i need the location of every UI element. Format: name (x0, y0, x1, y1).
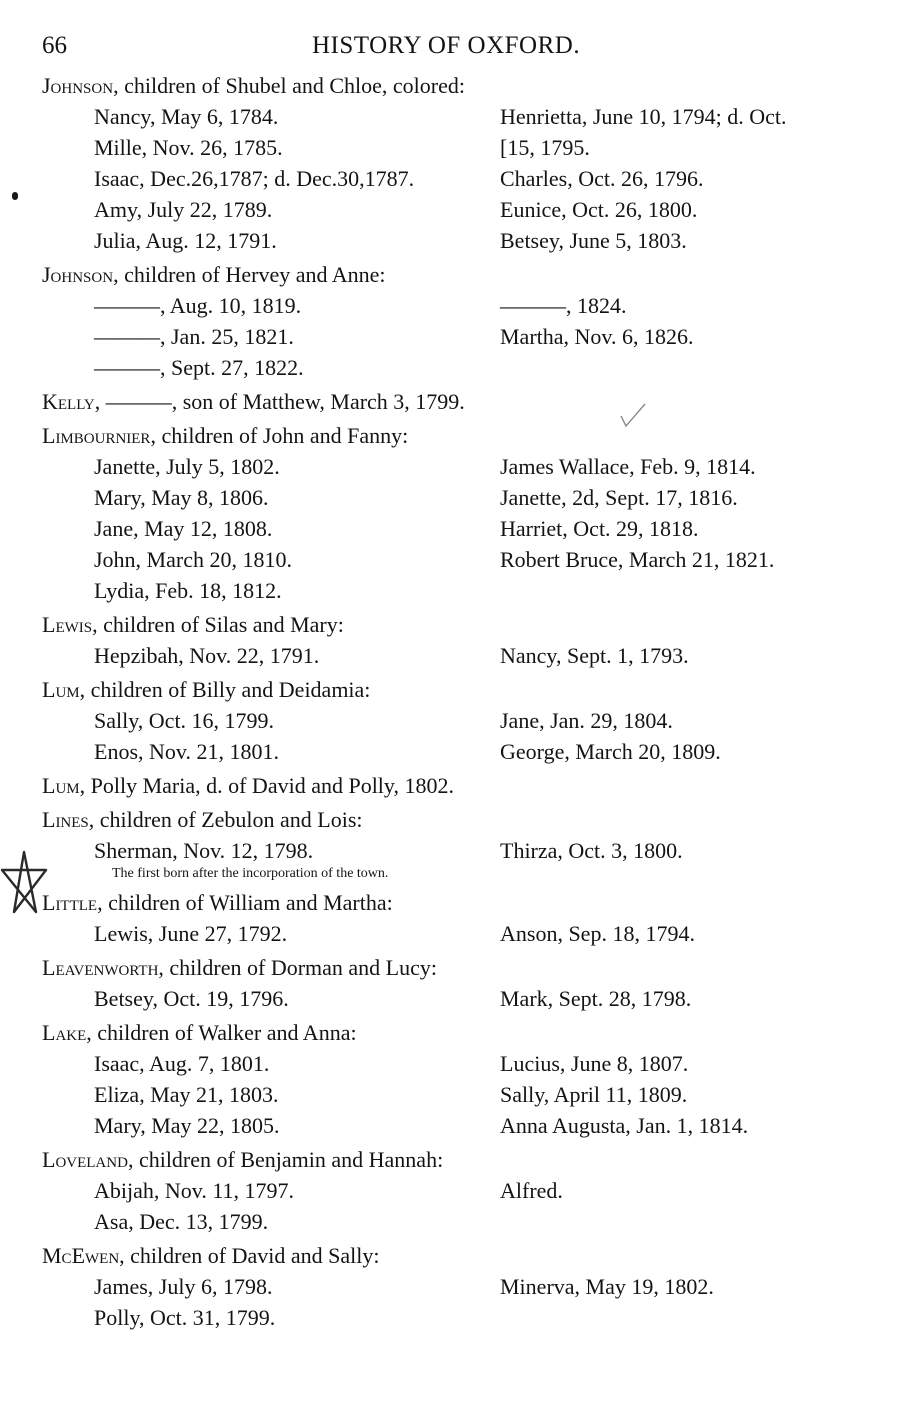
birth-record-row (42, 1110, 882, 1141)
running-title: HISTORY OF OXFORD. (312, 32, 581, 59)
family-heading (42, 420, 882, 451)
birth-record-right: James Wallace, Feb. 9, 1814. (500, 454, 756, 479)
birth-record-row (42, 1048, 882, 1079)
birth-record-left: Mille, Nov. 26, 1785. (94, 135, 283, 160)
birth-record-right: Nancy, Sept. 1, 1793. (500, 643, 689, 668)
birth-record-row (42, 1206, 882, 1237)
family-entry (42, 609, 882, 671)
family-heading (42, 386, 882, 417)
family-surname: Johnson (42, 262, 114, 287)
birth-record-left: Sally, Oct. 16, 1799. (94, 708, 275, 733)
birth-record-left: Nancy, May 6, 1784. (94, 104, 279, 129)
birth-record-right: [15, 1795. (500, 135, 590, 160)
birth-record-left: Polly, Oct. 31, 1799. (94, 1305, 276, 1330)
family-heading (42, 1017, 882, 1048)
family-entry (42, 804, 882, 883)
birth-record-left: Mary, May 22, 1805. (94, 1113, 280, 1138)
family-surname: Lum (42, 773, 80, 798)
family-description: , children of William and Martha: (97, 890, 393, 915)
birth-record-row (42, 575, 882, 606)
family-description: , children of David and Sally: (119, 1243, 380, 1268)
birth-record-left: James, July 6, 1798. (94, 1274, 273, 1299)
family-description: , Polly Maria, d. of David and Polly, 1802. (79, 773, 454, 798)
birth-record-right: George, March 20, 1809. (500, 739, 721, 764)
family-entry (42, 70, 882, 256)
family-description: , children of Billy and Deidamia: (79, 677, 371, 702)
family-entry (42, 1144, 882, 1237)
family-description: , children of Zebulon and Lois: (88, 807, 363, 832)
birth-record-row (42, 835, 882, 866)
family-entry (42, 259, 882, 383)
birth-record-row (42, 321, 882, 352)
birth-record-left: ———, Sept. 27, 1822. (94, 355, 304, 380)
birth-record-left: Enos, Nov. 21, 1801. (94, 739, 279, 764)
family-entry (42, 386, 882, 417)
birth-record-left: Hepzibah, Nov. 22, 1791. (94, 643, 320, 668)
birth-record-right: Betsey, June 5, 1803. (500, 228, 687, 253)
family-heading (42, 259, 882, 290)
family-surname: Lum (42, 677, 80, 702)
family-entries (42, 70, 882, 1333)
family-entry (42, 887, 882, 949)
family-entry (42, 1240, 882, 1333)
birth-record-right: Minerva, May 19, 1802. (500, 1274, 714, 1299)
birth-record-left: Amy, July 22, 1789. (94, 197, 273, 222)
birth-record-row (42, 513, 882, 544)
family-description: , children of Shubel and Chloe, colored: (113, 73, 465, 98)
family-heading (42, 887, 882, 918)
family-heading (42, 952, 882, 983)
birth-record-row (42, 544, 882, 575)
birth-record-left: Eliza, May 21, 1803. (94, 1082, 279, 1107)
family-heading (42, 609, 882, 640)
family-surname: Kelly (42, 389, 95, 414)
hand-drawn-star-mark (0, 848, 48, 918)
birth-record-right: Jane, Jan. 29, 1804. (500, 708, 673, 733)
birth-record-left: John, March 20, 1810. (94, 547, 292, 572)
birth-record-right: Anson, Sep. 18, 1794. (500, 921, 695, 946)
birth-record-right: Henrietta, June 10, 1794; d. Oct. (500, 104, 787, 129)
birth-record-right: Mark, Sept. 28, 1798. (500, 986, 692, 1011)
pencil-check-mark (618, 400, 648, 430)
birth-record-right: Alfred. (500, 1178, 563, 1203)
birth-record-right: Eunice, Oct. 26, 1800. (500, 197, 698, 222)
birth-record-row (42, 736, 882, 767)
birth-record-row (42, 983, 882, 1014)
birth-record-right: ———, 1824. (500, 293, 627, 318)
birth-record-left: Betsey, Oct. 19, 1796. (94, 986, 289, 1011)
birth-record-row (42, 451, 882, 482)
family-entry (42, 952, 882, 1014)
birth-record-right: Charles, Oct. 26, 1796. (500, 166, 704, 191)
family-heading (42, 70, 882, 101)
birth-record-row (42, 194, 882, 225)
birth-record-left: Mary, May 8, 1806. (94, 485, 269, 510)
family-entry (42, 420, 882, 606)
family-description: , children of Dorman and Lucy: (158, 955, 437, 980)
family-description: , children of Silas and Mary: (92, 612, 344, 637)
birth-record-row (42, 1271, 882, 1302)
birth-record-left: Isaac, Aug. 7, 1801. (94, 1051, 270, 1076)
family-surname: Johnson (42, 73, 114, 98)
family-surname: Lewis (42, 612, 93, 637)
birth-record-left: Lydia, Feb. 18, 1812. (94, 578, 282, 603)
birth-record-row (42, 705, 882, 736)
page-number: 66 (42, 32, 67, 59)
birth-record-row (42, 352, 882, 383)
family-surname: Limbournier (42, 423, 151, 448)
birth-record-left: Jane, May 12, 1808. (94, 516, 273, 541)
family-surname: Little (42, 890, 98, 915)
family-entry (42, 1017, 882, 1141)
birth-record-row (42, 163, 882, 194)
birth-record-right: Martha, Nov. 6, 1826. (500, 324, 694, 349)
birth-record-row (42, 1175, 882, 1206)
birth-record-row (42, 225, 882, 256)
family-entry (42, 770, 882, 801)
family-heading (42, 1144, 882, 1175)
birth-record-right: Robert Bruce, March 21, 1821. (500, 547, 775, 572)
birth-record-left: Isaac, Dec.26,1787; d. Dec.30,1787. (94, 166, 415, 191)
birth-record-right: Thirza, Oct. 3, 1800. (500, 838, 683, 863)
birth-record-left: Julia, Aug. 12, 1791. (94, 228, 277, 253)
family-surname: Leavenworth (42, 955, 159, 980)
family-heading (42, 804, 882, 835)
birth-record-left: ———, Jan. 25, 1821. (94, 324, 294, 349)
family-heading (42, 1240, 882, 1271)
ink-dot-mark (12, 192, 18, 200)
birth-record-left: Asa, Dec. 13, 1799. (94, 1209, 269, 1234)
birth-record-row (42, 918, 882, 949)
birth-record-row (42, 132, 882, 163)
family-description: , children of John and Fanny: (150, 423, 409, 448)
birth-record-right: Anna Augusta, Jan. 1, 1814. (500, 1113, 749, 1138)
birth-record-right: Lucius, June 8, 1807. (500, 1051, 689, 1076)
birth-record-right: Janette, 2d, Sept. 17, 1816. (500, 485, 738, 510)
birth-record-row (42, 1302, 882, 1333)
birth-record-left: ———, Aug. 10, 1819. (94, 293, 302, 318)
footnote: The first born after the incorporation of the town. (112, 866, 389, 881)
family-entry (42, 674, 882, 767)
birth-record-right: Sally, April 11, 1809. (500, 1082, 688, 1107)
birth-record-left: Lewis, June 27, 1792. (94, 921, 288, 946)
birth-record-row (42, 640, 882, 671)
page-header (42, 26, 882, 70)
family-description: , children of Benjamin and Hannah: (127, 1147, 444, 1172)
family-description: , children of Walker and Anna: (86, 1020, 357, 1045)
birth-record-left: Abijah, Nov. 11, 1797. (94, 1178, 295, 1203)
birth-record-right: Harriet, Oct. 29, 1818. (500, 516, 699, 541)
family-heading (42, 770, 882, 801)
birth-record-left: Janette, July 5, 1802. (94, 454, 280, 479)
birth-record-row (42, 1079, 882, 1110)
birth-record-row (42, 290, 882, 321)
birth-record-row (42, 482, 882, 513)
family-surname: Lake (42, 1020, 87, 1045)
family-surname: Loveland (42, 1147, 128, 1172)
family-surname: McEwen (42, 1243, 120, 1268)
family-description: , ———, son of Matthew, March 3, 1799. (94, 389, 465, 414)
family-description: , children of Hervey and Anne: (113, 262, 386, 287)
family-heading (42, 674, 882, 705)
family-surname: Lines (42, 807, 89, 832)
birth-record-left: Sherman, Nov. 12, 1798. (94, 838, 314, 863)
birth-record-row (42, 101, 882, 132)
